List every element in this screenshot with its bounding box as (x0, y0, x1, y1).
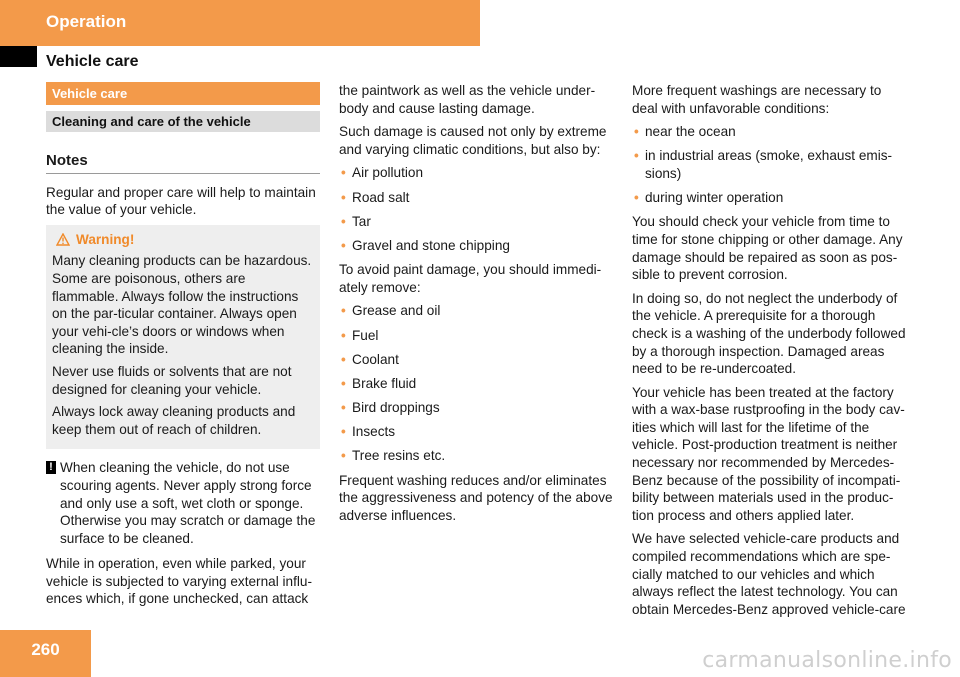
subsection-heading: Cleaning and care of the vehicle (46, 111, 320, 132)
page-subtitle: Vehicle care (46, 53, 139, 70)
bullet-icon: • (341, 327, 346, 343)
list-item: • Tar (341, 213, 371, 229)
warning-paragraph-3: Always lock away cleaning products and keep them out of reach of children. (52, 404, 296, 437)
list-item: • during winter operation (634, 190, 784, 206)
damage-paragraph: the paintwork as well as the vehicle under-body and cause lasting damage. (339, 83, 596, 116)
remove-paragraph: To avoid paint damage, you should immedi-ately remove: (339, 262, 602, 295)
bullet-icon: • (634, 148, 639, 164)
bullet-icon: • (341, 400, 346, 416)
bullet-icon: • (341, 351, 346, 367)
header-marker (0, 46, 37, 67)
warning-triangle-icon (56, 233, 70, 246)
conditions-list (632, 123, 908, 207)
list-item: • Air pollution (341, 165, 424, 181)
products-paragraph: We have selected vehicle-care products and compiled recommendations which are spe-cially matched to our vehicles and which always reflect the latest technology. You can obtain Mercedes-Benz approved vehicle-care (632, 531, 906, 617)
list-item: • Brake fluid (341, 375, 417, 391)
column-2 (339, 82, 613, 530)
check-paragraph: You should check your vehicle from time to time for stone chipping or other damage. Any damage should be repaired as soon as pos-sible to prevent corrosion. (632, 214, 903, 283)
frequent-washing-paragraph: More frequent washings are necessary to deal with unfavorable conditions: (632, 83, 882, 116)
list-item: • Coolant (341, 351, 399, 367)
remove-list (339, 302, 613, 465)
bullet-icon: • (341, 424, 346, 440)
notes-heading: Notes (46, 152, 320, 174)
rustproofing-paragraph: Your vehicle has been treated at the factory with a wax-base rustproofing in the body cav-ities which will last for the lifetime of the vehicle. Post-production treatment is neither necessary nor recommended by Mercedes-Benz because of the possibility of incompati-bility between materials used in the produc-tion process and others applied later. (632, 384, 905, 523)
section-heading: Vehicle care (46, 82, 320, 105)
caution-note (46, 459, 320, 547)
watermark: carmanualsonline.info (702, 648, 952, 673)
list-item: • Insects (341, 424, 396, 440)
list-item: • Grease and oil (341, 303, 441, 319)
list-item: • Tree resins etc. (341, 448, 446, 464)
warning-header (52, 231, 314, 249)
washing-paragraph: Frequent washing reduces and/or eliminates the aggressiveness and potency of the above adverse influences. (339, 472, 613, 523)
bullet-icon: • (341, 213, 346, 229)
warning-box (46, 225, 320, 450)
bullet-icon: • (341, 189, 346, 205)
list-item: • near the ocean (634, 124, 736, 140)
list-item: • in industrial areas (smoke, exhaust emis-sions) (634, 148, 893, 181)
page-number: 260 (31, 640, 60, 659)
list-item: • Gravel and stone chipping (341, 237, 510, 253)
warning-title: Warning! (76, 231, 135, 247)
underbody-paragraph: In doing so, do not neglect the underbody of the vehicle. A prerequisite for a thorough check is a washing of the underbody followed by a thorough inspection. Damaged areas need to be re-undercoated. (632, 290, 906, 377)
bullet-icon: • (341, 237, 346, 253)
column-1 (46, 82, 320, 614)
bullet-icon: • (634, 124, 639, 140)
column-3 (632, 82, 908, 624)
warning-paragraph-2: Never use fluids or solvents that are not designed for cleaning your vehicle. (52, 363, 292, 397)
list-item: • Fuel (341, 327, 379, 343)
bullet-icon: • (341, 165, 346, 181)
bullet-icon: • (341, 375, 346, 391)
caution-icon: ! (46, 461, 56, 474)
intro-paragraph: Regular and proper care will help to maintain the value of your vehicle. (46, 184, 316, 218)
bullet-icon: • (341, 448, 346, 464)
list-item: • Road salt (341, 189, 410, 205)
bullet-icon: • (634, 190, 639, 206)
operation-paragraph: While in operation, even while parked, your vehicle is subjected to varying external influ-ences which, if gone unchecked, can attack (46, 556, 312, 607)
chapter-title: Operation (46, 12, 127, 31)
warning-paragraph-1: Many cleaning products can be hazardous. Some are poisonous, others are flammable. Always follow the instructions on the par-ticular container. Always open your vehi-cle’s doors or windows when cleaning the inside. (52, 253, 312, 357)
causes-list (339, 164, 613, 254)
bullet-icon: • (341, 303, 346, 319)
causes-paragraph: Such damage is caused not only by extreme and varying climatic conditions, but also by: (339, 124, 607, 157)
caution-text: When cleaning the vehicle, do not use scouring agents. Never apply strong force and only use a soft, wet cloth or sponge. Otherwise you may scratch or damage the surface to be cleaned. (60, 460, 316, 546)
list-item: • Bird droppings (341, 400, 440, 416)
